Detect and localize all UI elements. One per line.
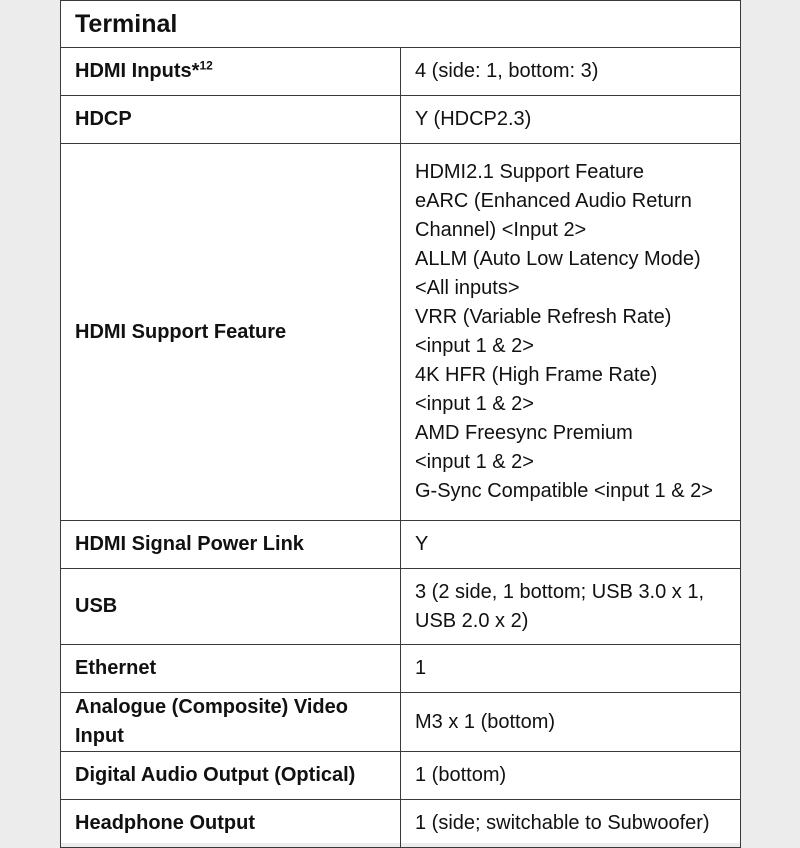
value-line: <input 1 & 2> [415, 451, 534, 473]
table-row [61, 521, 741, 569]
row-value [401, 693, 741, 752]
value-line: AMD Freesync Premium [415, 422, 633, 444]
row-label: Analogue (Composite) Video Input [61, 693, 401, 752]
table-title-row [61, 1, 741, 48]
table-row [61, 693, 741, 752]
value-line: ALLM (Auto Low Latency Mode) [415, 248, 701, 270]
value-line: 1 [415, 657, 427, 679]
spec-sheet [60, 0, 741, 843]
value-line: VRR (Variable Refresh Rate) [415, 306, 672, 328]
row-label: USB [61, 569, 401, 645]
value-line: USB 2.0 x 2) [415, 609, 529, 632]
row-label: HDCP [61, 96, 401, 144]
value-line: M3 x 1 (bottom) [415, 710, 556, 733]
table-title: Terminal [61, 1, 741, 48]
value-line: Y [415, 533, 429, 555]
table-row [61, 645, 741, 693]
row-value [401, 645, 741, 693]
value-line: 4K HFR (High Frame Rate) [415, 364, 658, 386]
row-label: HDMI Signal Power Link [61, 521, 401, 569]
row-value [401, 144, 741, 521]
value-line: G-Sync Compatible <input 1 & 2> [415, 480, 713, 502]
value-line: 4 (side: 1, bottom: 3) [415, 60, 599, 82]
row-label: Digital Audio Output (Optical) [61, 752, 401, 800]
value-line: eARC (Enhanced Audio Return [415, 190, 692, 212]
row-label-text: HDMI Inputs* [75, 60, 200, 82]
value-line: Y (HDCP2.3) [415, 108, 532, 130]
value-line: <input 1 & 2> [415, 393, 534, 415]
row-value [401, 569, 741, 645]
table-row [61, 752, 741, 800]
row-value [401, 800, 741, 848]
row-value [401, 752, 741, 800]
value-line: HDMI2.1 Support Feature [415, 161, 644, 183]
row-value [401, 521, 741, 569]
value-line: <All inputs> [415, 277, 520, 299]
row-label [61, 48, 401, 96]
table-row [61, 48, 741, 96]
row-value [401, 96, 741, 144]
row-label: Ethernet [61, 645, 401, 693]
terminal-spec-table [60, 0, 741, 848]
value-line: <input 1 & 2> [415, 335, 534, 357]
value-line: 1 (bottom) [415, 764, 507, 786]
row-value [401, 48, 741, 96]
value-line: Channel) <Input 2> [415, 219, 587, 241]
value-line: 1 (side; switchable to Subwoofer) [415, 812, 710, 834]
row-label: HDMI Support Feature [61, 144, 401, 521]
table-row [61, 96, 741, 144]
row-label: Headphone Output [61, 800, 401, 848]
value-line: 3 (2 side, 1 bottom; USB 3.0 x 1, [415, 580, 705, 603]
table-row [61, 144, 741, 521]
table-row [61, 569, 741, 645]
footnote-marker: 12 [199, 58, 213, 73]
table-row [61, 800, 741, 848]
